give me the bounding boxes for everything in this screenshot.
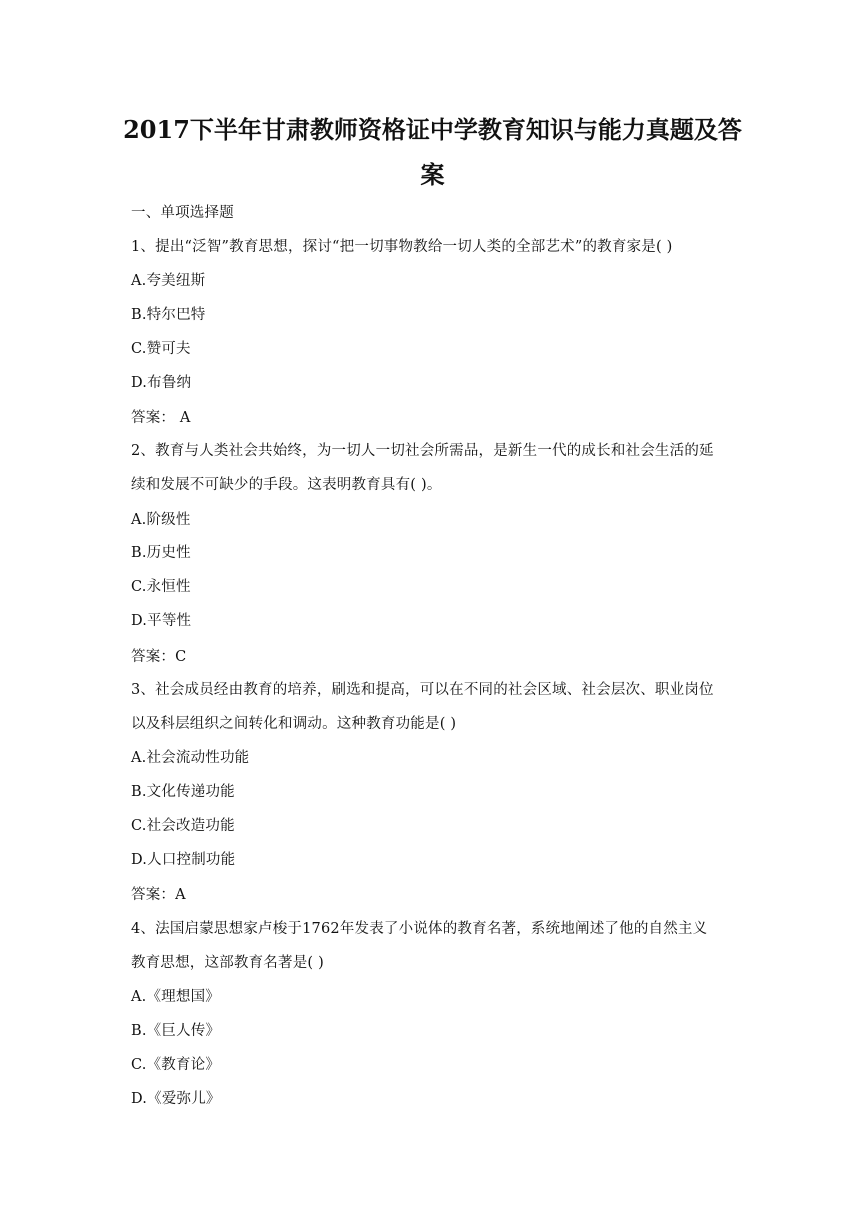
document-title-line-2: 案 xyxy=(420,160,445,189)
question-2-option-c: C.永恒性 xyxy=(131,579,191,595)
question-3-answer: 答案：A xyxy=(131,887,186,903)
question-3-option-b: B.文化传递功能 xyxy=(131,784,235,800)
question-4-option-c: C.《教育论》 xyxy=(131,1057,221,1073)
question-1-option-b: B.特尔巴特 xyxy=(131,307,206,323)
question-1-stem: 1、提出“泛智”教育思想，探讨“把一切事物教给一切人类的全部艺术”的教育家是( ) xyxy=(131,239,673,255)
question-2-option-d: D.平等性 xyxy=(131,613,192,629)
question-3-stem-line-1: 3、社会成员经由教育的培养，刷选和提高，可以在不同的社会区域、社会层次、职业岗位 xyxy=(131,682,714,698)
question-2-stem-line-2: 续和发展不可缺少的手段。这表明教育具有( )。 xyxy=(131,477,442,493)
question-4-option-a: A.《理想国》 xyxy=(131,989,220,1005)
question-1-answer: 答案： A xyxy=(131,410,191,426)
document-title-line-1: 2017下半年甘肃教师资格证中学教育知识与能力真题及答 xyxy=(123,115,742,144)
section-heading: 一、单项选择题 xyxy=(131,205,234,221)
question-4-stem-line-1: 4、法国启蒙思想家卢梭于1762年发表了小说体的教育名著，系统地阐述了他的自然主义 xyxy=(131,921,708,937)
question-2-answer: 答案：C xyxy=(131,649,187,665)
question-3-option-a: A.社会流动性功能 xyxy=(131,750,250,766)
question-4-option-d: D.《爱弥儿》 xyxy=(131,1091,221,1107)
question-1-option-c: C.赞可夫 xyxy=(131,341,191,357)
question-2-stem-line-1: 2、教育与人类社会共始终，为一切人一切社会所需品，是新生一代的成长和社会生活的延 xyxy=(131,443,714,459)
question-4-option-b: B.《巨人传》 xyxy=(131,1023,221,1039)
question-3-option-c: C.社会改造功能 xyxy=(131,818,235,834)
question-4-stem-line-2: 教育思想，这部教育名著是( ) xyxy=(131,955,324,971)
question-1-option-a: A.夸美纽斯 xyxy=(131,273,206,289)
question-2-option-b: B.历史性 xyxy=(131,545,191,561)
question-1-option-d: D.布鲁纳 xyxy=(131,375,192,391)
question-3-option-d: D.人口控制功能 xyxy=(131,852,236,868)
question-2-option-a: A.阶级性 xyxy=(131,512,191,528)
question-3-stem-line-2: 以及科层组织之间转化和调动。这种教育功能是( ) xyxy=(131,716,457,732)
